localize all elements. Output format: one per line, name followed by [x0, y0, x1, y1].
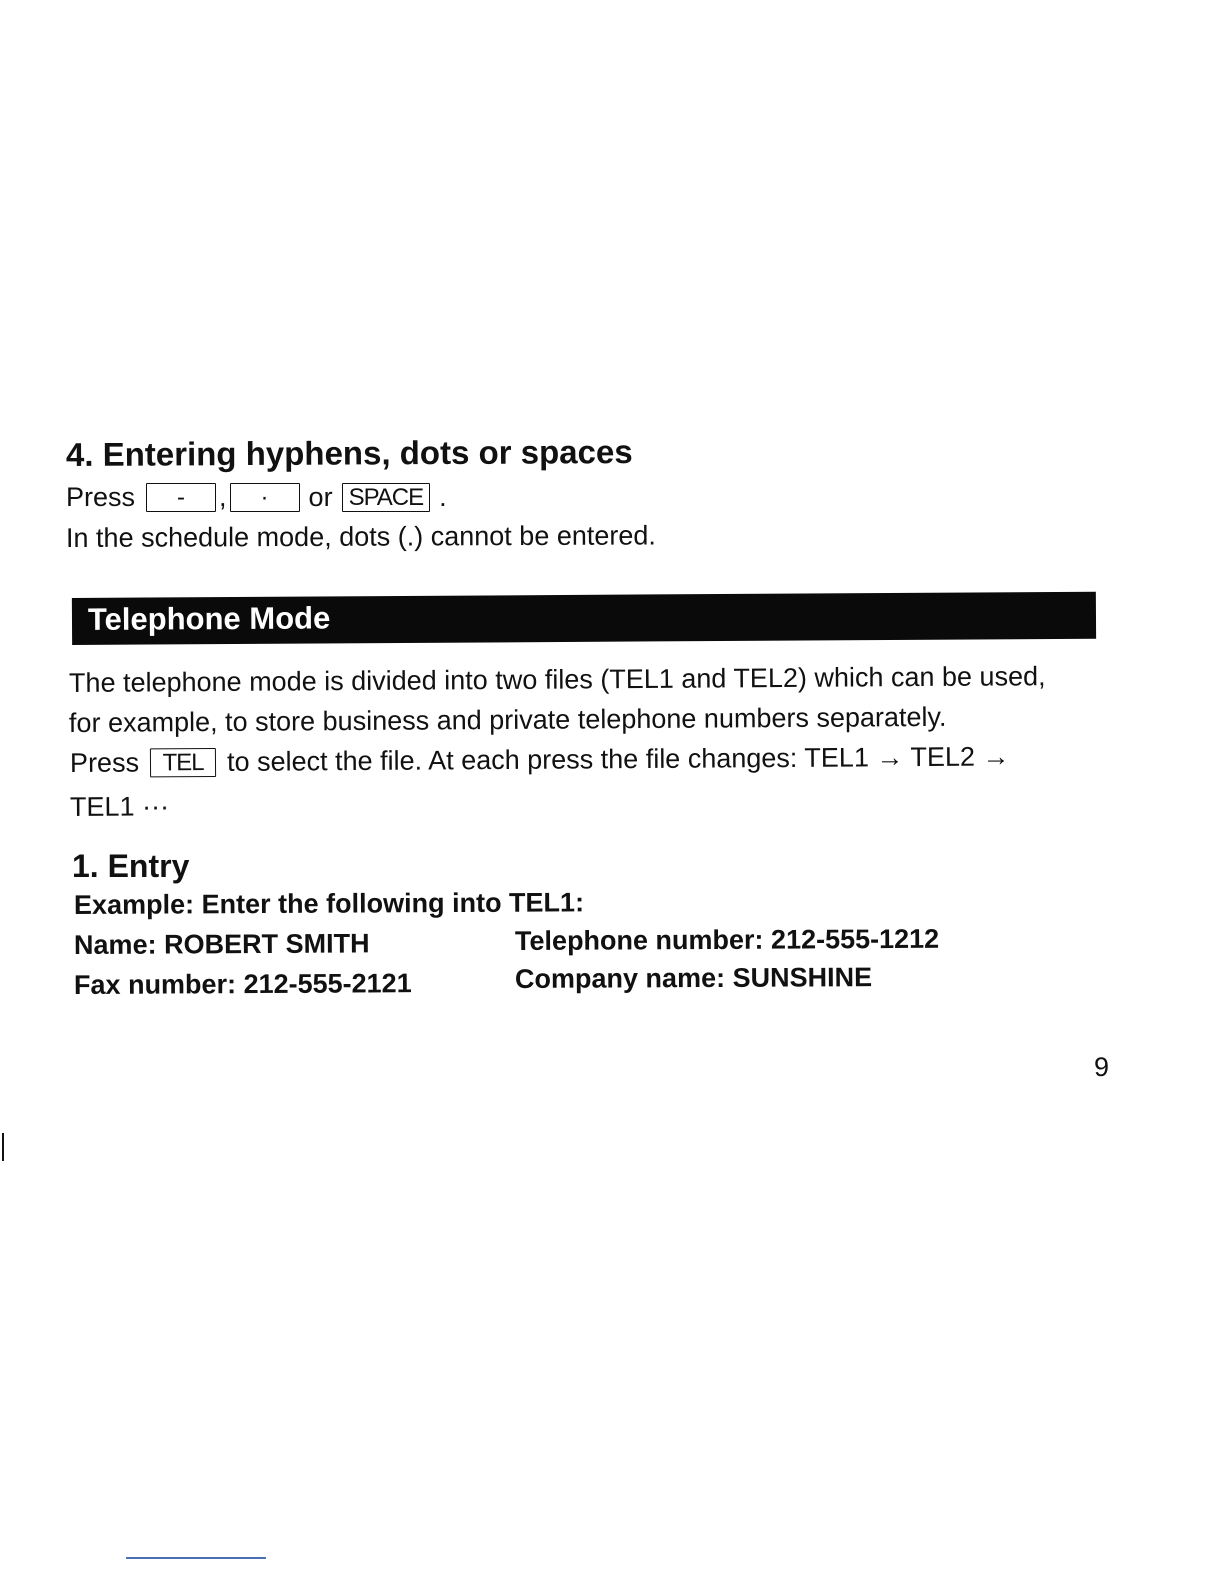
example-telephone: Telephone number: 212-555-1212	[514, 923, 940, 956]
example-name: Name: ROBERT SMITH	[73, 928, 370, 960]
margin-mark	[2, 1133, 4, 1161]
schedule-mode-note: In the schedule mode, dots (.) cannot be entered.	[65, 520, 656, 553]
page-number: 9	[1094, 1052, 1110, 1082]
example-line: Example: Enter the following into TEL1:	[73, 887, 585, 920]
or-word: or	[308, 482, 333, 512]
press-word: Press	[69, 747, 140, 778]
paragraph-line-1: The telephone mode is divided into two files (TEL1 and TEL2) which can be used,	[68, 661, 1046, 698]
press-word: Press	[66, 482, 136, 512]
example-fax: Fax number: 212-555-2121	[73, 968, 412, 1000]
hyphen-key: -	[146, 483, 216, 512]
comma-separator: ,	[219, 482, 227, 512]
end-period: .	[439, 482, 447, 512]
paragraph-line-2: for example, to store business and private telephone numbers separately.	[68, 701, 947, 738]
space-key: SPACE	[342, 483, 431, 512]
banner-title: Telephone Mode	[87, 600, 331, 637]
bottom-rule	[126, 1557, 266, 1559]
section-heading-entering-hyphens: 4. Entering hyphens, dots or spaces	[65, 433, 633, 473]
paragraph-line-3	[70, 741, 1010, 779]
example-company: Company name: SUNSHINE	[514, 962, 873, 994]
press-keys-line	[66, 482, 447, 513]
file-cycle-text: to select the file. At each press the file changes: TEL1 → TEL2 →	[226, 741, 1010, 777]
tel-key: TEL	[150, 748, 216, 777]
paragraph-line-4: TEL1 ···	[69, 791, 170, 822]
dot-key: ·	[230, 483, 300, 512]
telephone-mode-banner	[72, 592, 1096, 645]
entry-heading: 1. Entry	[72, 848, 190, 884]
